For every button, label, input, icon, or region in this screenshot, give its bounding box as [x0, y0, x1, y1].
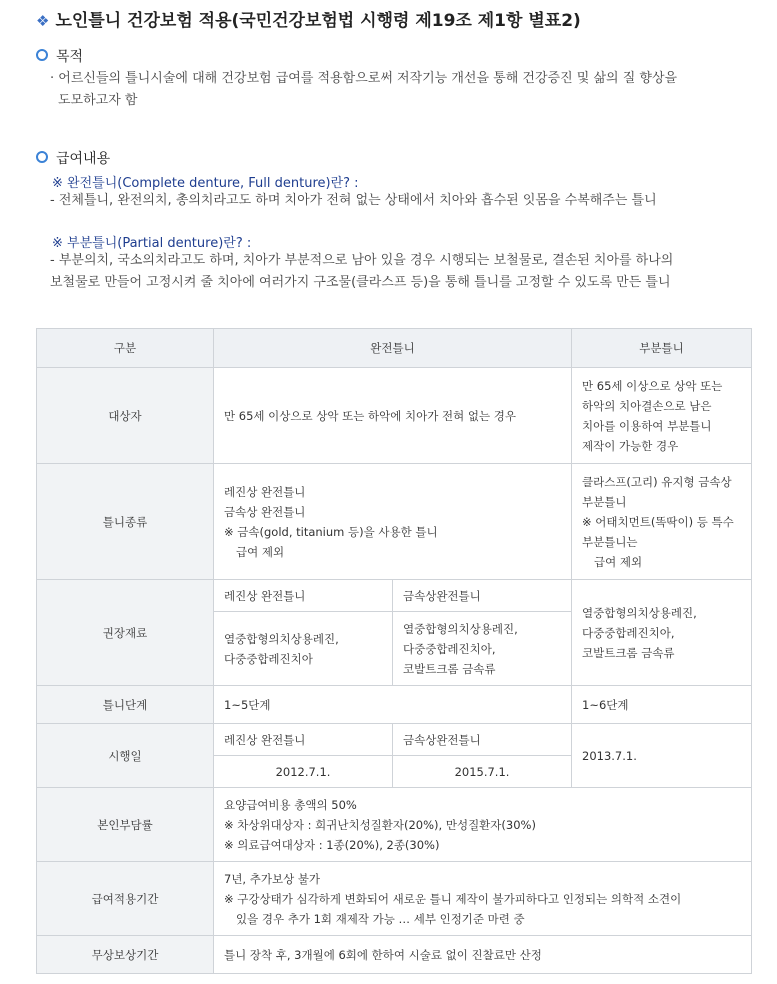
material-resin	[214, 612, 393, 686]
table-row-date-head	[37, 724, 752, 756]
row-label-copay: 본인부담률	[37, 788, 214, 862]
material-metal	[393, 612, 572, 686]
table-row-type	[37, 464, 752, 580]
date-metal: 2015.7.1.	[393, 756, 572, 788]
header-complete: 완전틀니	[214, 329, 572, 368]
row-label-target: 대상자	[37, 368, 214, 464]
cell-line: 급여 제외	[236, 544, 285, 559]
circle-bullet-icon	[36, 151, 48, 163]
cell-line: 하악의 치아결손으로 남은	[582, 398, 712, 413]
cell-line: ※ 어태치먼트(똑딱이) 등 특수	[582, 514, 734, 529]
cell-line: 열중합형의치상용레진,	[582, 605, 697, 620]
section-benefit-heading	[36, 148, 110, 168]
material-metal-head: 금속상완전틀니	[393, 580, 572, 612]
row-label-period: 급여적용기간	[37, 862, 214, 936]
date-metal-head: 금속상완전틀니	[393, 724, 572, 756]
table-row-target	[37, 368, 752, 464]
benefit-heading-text: 급여내용	[56, 151, 111, 167]
material-partial	[572, 580, 752, 686]
date-resin: 2012.7.1.	[214, 756, 393, 788]
cell-line: 다중중합레진치아	[224, 651, 313, 666]
purpose-heading-text: 목적	[56, 49, 84, 65]
cell-line: 열중합형의치상용레진,	[224, 631, 339, 646]
cell-line: 치아를 이용하여 부분틀니	[582, 418, 712, 433]
page-title-text: 노인틀니 건강보험 적용(국민건강보험법 시행령 제19조 제1항 별표2)	[55, 11, 581, 31]
complete-denture-title: ※ 완전틀니(Complete denture, Full denture)란? :	[52, 176, 359, 191]
page-title	[36, 6, 581, 31]
cell-line: 코발트크롬 금속류	[582, 645, 675, 660]
copay-content	[214, 788, 752, 862]
row-label-type: 틀니종류	[37, 464, 214, 580]
stage-partial: 1~6단계	[572, 686, 752, 724]
partial-denture-title: ※ 부분틀니(Partial denture)란? :	[52, 236, 252, 251]
stage-complete: 1~5단계	[214, 686, 572, 724]
cell-line: 요양급여비용 총액의 50%	[224, 797, 357, 812]
table-row-copay	[37, 788, 752, 862]
cell-line: ※ 금속(gold, titanium 등)을 사용한 틀니	[224, 524, 438, 539]
section-purpose-heading	[36, 46, 83, 66]
header-category: 구분	[37, 329, 214, 368]
circle-bullet-icon	[36, 49, 48, 61]
target-partial	[572, 368, 752, 464]
cell-line: 급여 제외	[594, 554, 643, 569]
partial-denture-desc-1: - 부분의치, 국소의치라고도 하며, 치아가 부분적으로 남아 있을 경우 시행되는 보철물로, 결손된 치아를 하나의	[50, 253, 674, 268]
cell-line: 있을 경우 추가 1회 재제작 가능 … 세부 인정기준 마련 중	[236, 911, 525, 926]
cell-line: 다중중합레진치아,	[582, 625, 675, 640]
type-partial	[572, 464, 752, 580]
purpose-line-2: 도모하고자 함	[58, 93, 138, 108]
purpose-line-1: · 어르신들의 틀니시술에 대해 건강보험 급여를 적용함으로써 저작기능 개선을 통해 건강증진 및 삶의 질 향상을	[50, 71, 678, 86]
cell-line: 열중합형의치상용레진,	[403, 621, 518, 636]
material-resin-head: 레진상 완전틀니	[214, 580, 393, 612]
cell-line: 레진상 완전틀니	[224, 484, 306, 499]
cell-line: 7년, 추가보상 불가	[224, 871, 321, 886]
cell-line: 제작이 가능한 경우	[582, 438, 679, 453]
cell-line: 코발트크롬 금속류	[403, 661, 496, 676]
complete-denture-desc: - 전체틀니, 완전의치, 총의치라고도 하며 치아가 전혀 없는 상태에서 치아와 흡수된 잇몸을 수복해주는 틀니	[50, 193, 657, 208]
cell-line: 만 65세 이상으로 상악 또는	[582, 378, 723, 393]
cell-line: 다중중합레진치아,	[403, 641, 496, 656]
cell-line: ※ 의료급여대상자 : 1종(20%), 2종(30%)	[224, 837, 440, 852]
type-complete	[214, 464, 572, 580]
diamond-bullet-icon: ❖	[36, 12, 50, 30]
row-label-free: 무상보상기간	[37, 936, 214, 974]
period-content	[214, 862, 752, 936]
date-resin-head: 레진상 완전틀니	[214, 724, 393, 756]
row-label-stage: 틀니단계	[37, 686, 214, 724]
header-partial: 부분틀니	[572, 329, 752, 368]
cell-line: 금속상 완전틀니	[224, 504, 306, 519]
date-partial: 2013.7.1.	[572, 724, 752, 788]
table-row-stage	[37, 686, 752, 724]
cell-line: ※ 차상위대상자 : 희귀난치성질환자(20%), 만성질환자(30%)	[224, 817, 536, 832]
cell-line: 부분틀니는	[582, 534, 638, 549]
partial-denture-desc-2: 보철물로 만들어 고정시켜 줄 치아에 여러가지 구조물(클라스프 등)을 통해 틀니를 고정할 수 있도록 만든 틀니	[50, 275, 671, 290]
table-header-row	[37, 329, 752, 368]
table-row-period	[37, 862, 752, 936]
cell-line: 클라스프(고리) 유지형 금속상	[582, 474, 732, 489]
table-row-material-head	[37, 580, 752, 612]
row-label-date: 시행일	[37, 724, 214, 788]
table-row-free	[37, 936, 752, 974]
target-complete: 만 65세 이상으로 상악 또는 하악에 치아가 전혀 없는 경우	[214, 368, 572, 464]
cell-line: 부분틀니	[582, 494, 627, 509]
denture-table	[36, 328, 752, 974]
cell-line: ※ 구강상태가 심각하게 변화되어 새로운 틀니 제작이 불가피하다고 인정되는 의학적 소견이	[224, 891, 682, 906]
free-content: 틀니 장착 후, 3개월에 6회에 한하여 시술료 없이 진찰료만 산정	[214, 936, 752, 974]
row-label-material: 권장재료	[37, 580, 214, 686]
